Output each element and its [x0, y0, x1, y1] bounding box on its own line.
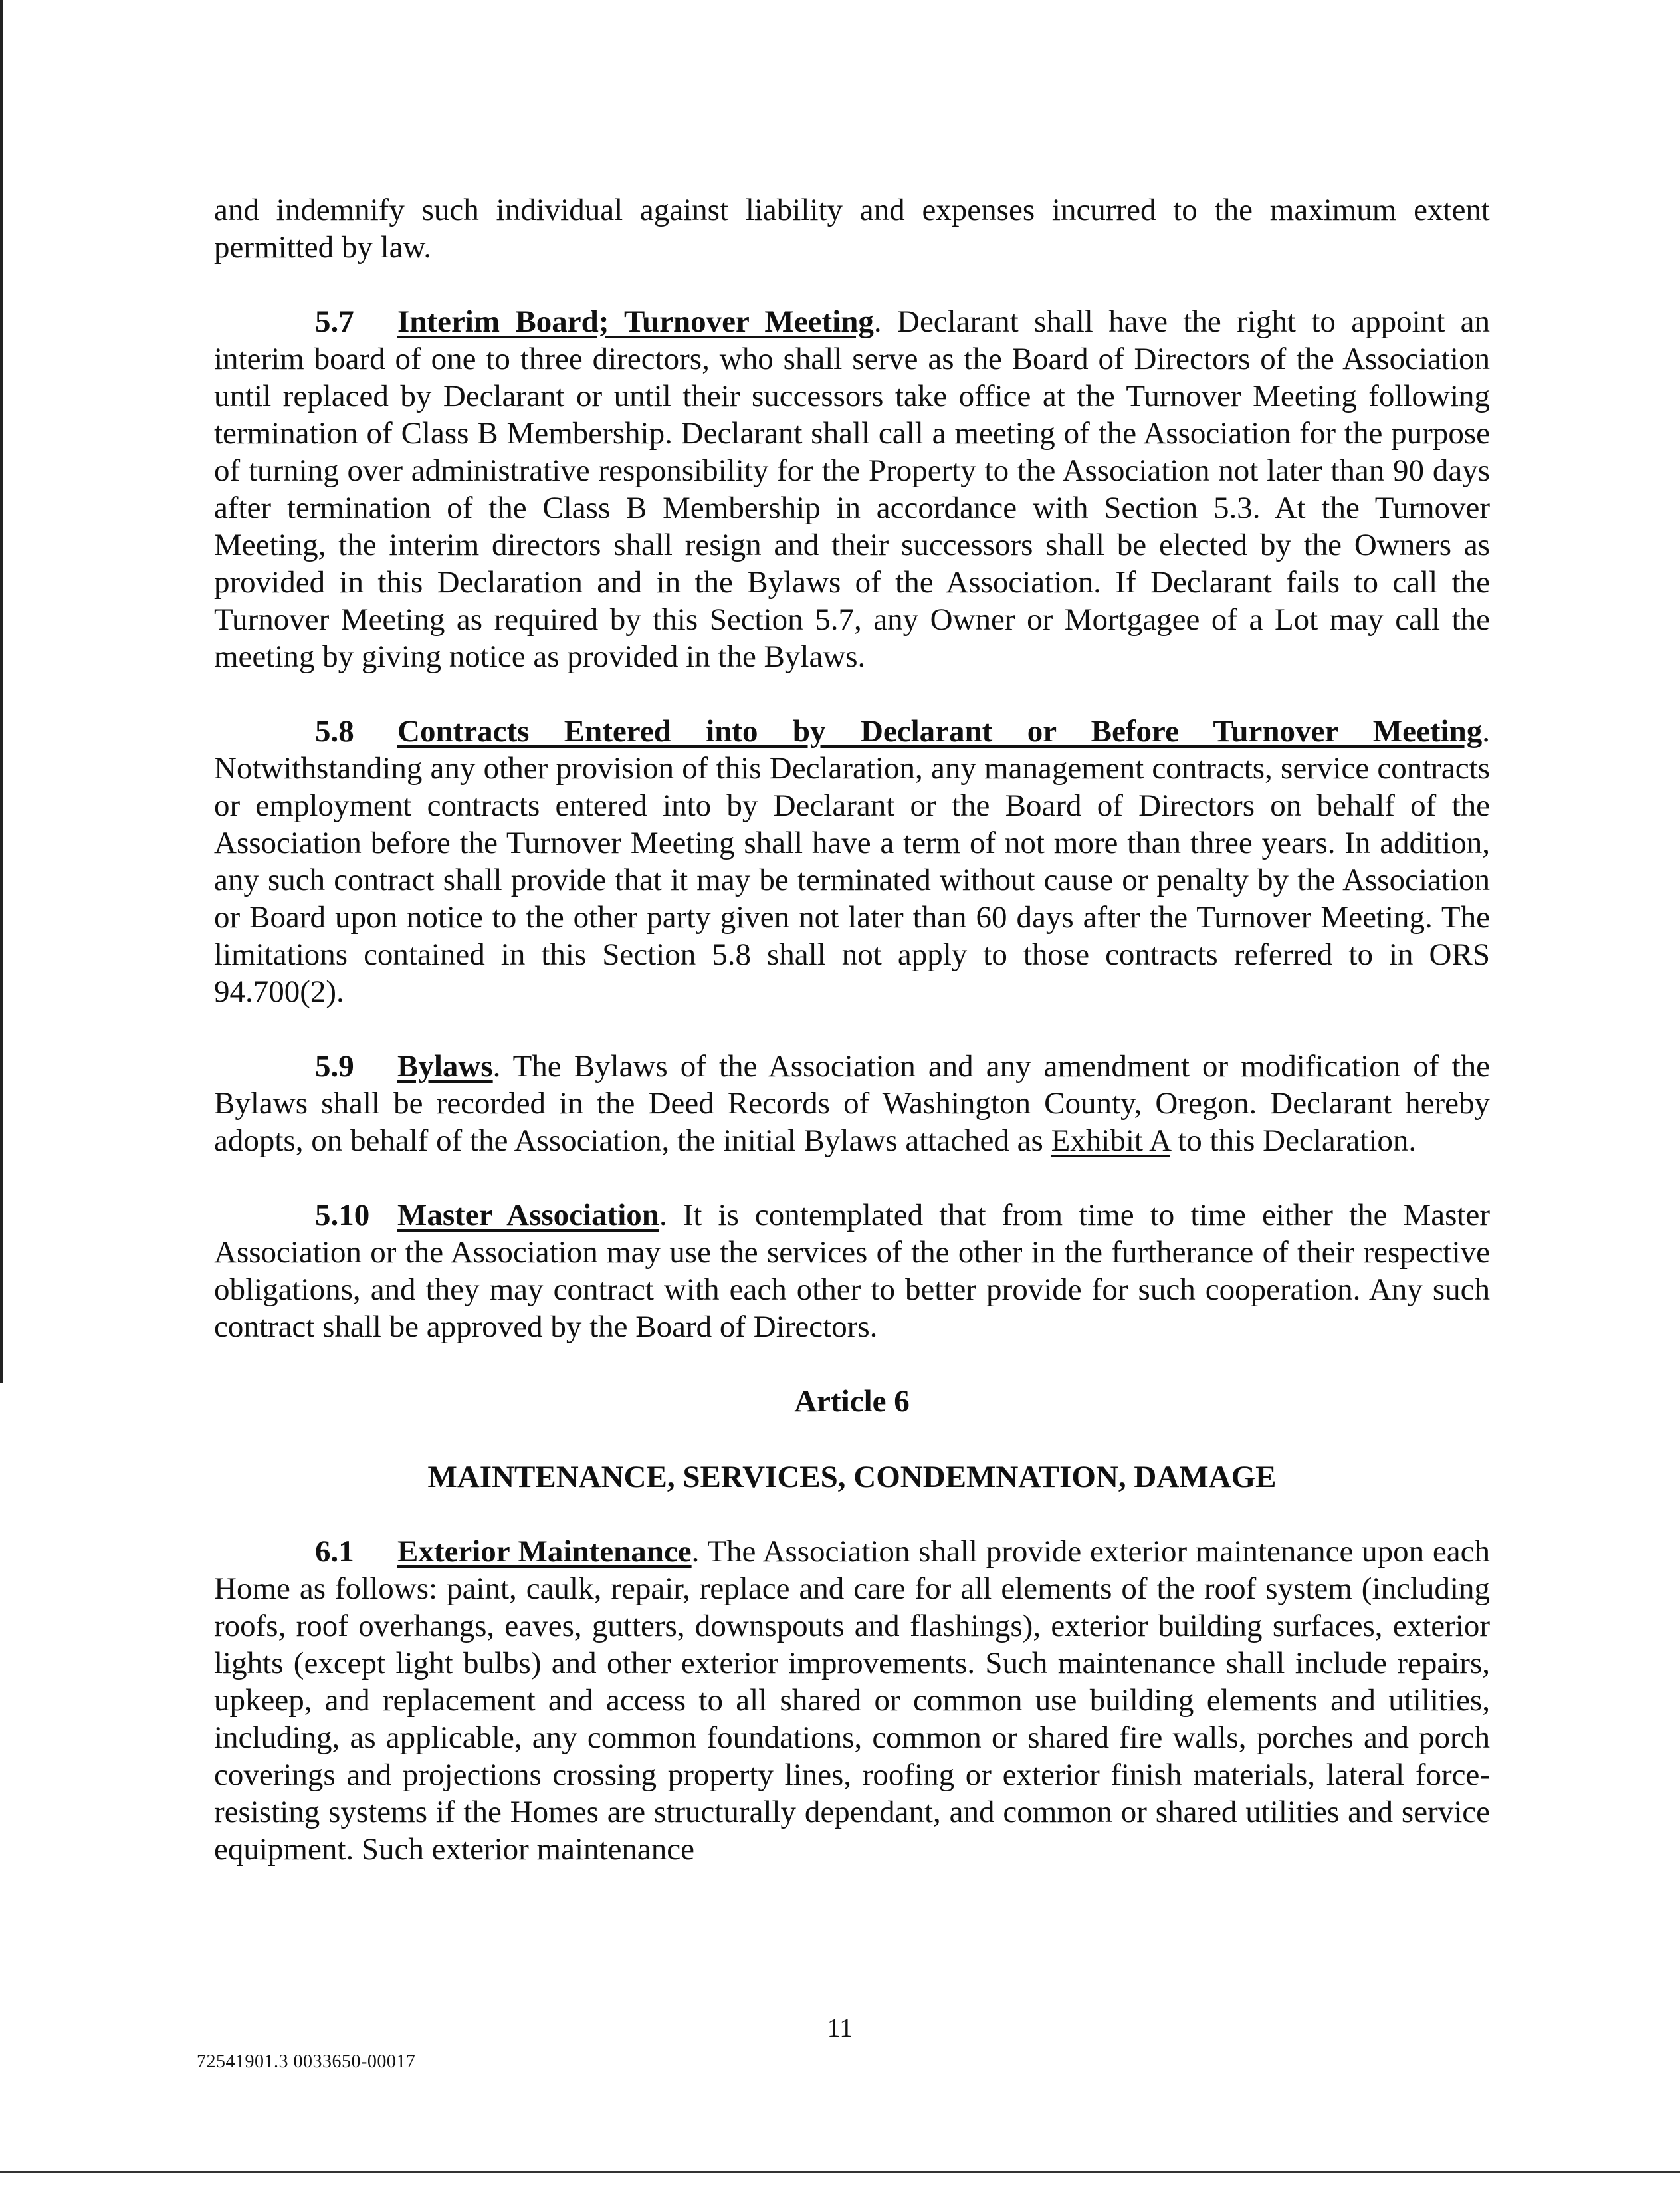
document-id: 72541901.3 0033650-00017 [197, 2051, 416, 2072]
section-5-7: 5.7 Interim Board; Turnover Meeting. Declarant shall have the right to appoint an interim board of one to three directors, who shall serve as the Board of Directors of the Association until replaced by Declarant or until their successors take office at the Turnover Meeting following termination of Class B Membership. Declarant shall call a meeting of the Association for the purpose of turning over administrative responsibility for the Property to the Association not later than 90 days after termination of the Class B Membership in accordance with Section 5.3. At the Turnover Meeting, the interim directors shall resign and their successors shall be elected by the Owners as provided in this Declaration and in the Bylaws of the Association. If Declarant fails to call the Turnover Meeting as required by this Section 5.7, any Owner or Mortgagee of a Lot may call the meeting by giving notice as provided in the Bylaws. [214, 304, 1491, 674]
section-heading: Bylaws [397, 1049, 493, 1084]
section-heading: Master Association [397, 1198, 659, 1232]
section-body: Notwithstanding any other provision of this Declaration, any management contracts, service contracts or employment contracts entered into by Declarant or the Board of Directors on behalf of the Association before the Turnover Meeting shall have a term of not more than three years. In addition, any such contract shall provide that it may be terminated without cause or penalty by the Association or Board upon notice to the other party given not later than 60 days after the Turnover Meeting. The limitations contained in this Section 5.8 shall not apply to those contracts referred to in ORS 94.700(2). [214, 751, 1490, 1009]
scan-bottom-edge [0, 2171, 1680, 2173]
section-body: The Association shall provide exterior maintenance upon each Home as follows: paint, caulk, repair, replace and care for all elements of the roof system (including roofs, roof overhangs, eaves, gutters, downspouts and flashings), exterior building surfaces, exterior lights (except light bulbs) and other exterior improvements. Such maintenance shall include repairs, upkeep, and replacement and access to all shared or common use building elements and utilities, including, as applicable, any common foundations, common or shared fire walls, porches and porch coverings and projections crossing property lines, roofing or exterior finish materials, lateral force-resisting systems if the Homes are structurally dependant, and common or shared utilities and service equipment. Such exterior maintenance [214, 1534, 1490, 1867]
section-body: It is contemplated that from time to time either the Master Association or the Association may use the services of the other in the furtherance of their respective obligations, and they may contract with each other to better provide for such cooperation. Any such contract shall be approved by the Board of Directors. [214, 1198, 1490, 1344]
article-title: Article 6 [794, 1384, 910, 1419]
section-6-1: 6.1 Exterior Maintenance. The Association shall provide exterior maintenance upon each Home as follows: paint, caulk, repair, replace and care for all elements of the roof system (including roofs, roof overhangs, eaves, gutters, downspouts and flashings), exterior building surfaces, exterior lights (except light bulbs) and other exterior improvements. Such maintenance shall include repairs, upkeep, and replacement and access to all shared or common use building elements and utilities, including, as applicable, any common foundations, common or shared fire walls, porches and porch coverings and projections crossing property lines, roofing or exterior finish materials, lateral force-resisting systems if the Homes are structurally dependant, and common or shared utilities and service equipment. Such exterior maintenance [214, 1534, 1490, 1867]
section-heading: Contracts Entered into by Declarant or Before Turnover Meeting [397, 714, 1483, 748]
article-subtitle: MAINTENANCE, SERVICES, CONDEMNATION, DAMAGE [427, 1460, 1277, 1494]
section-5-9: 5.9 Bylaws. The Bylaws of the Association and any amendment or modification of the Bylaws shall be recorded in the Deed Records of Washington County, Oregon. Declarant hereby adopts, on behalf of the Association, the initial Bylaws attached as Exhibit A to this Declaration. [214, 1049, 1490, 1158]
section-number: 5.10 [315, 1198, 370, 1232]
section-number: 5.7 [315, 304, 354, 339]
section-number: 5.8 [315, 714, 354, 748]
page-number: 11 [827, 2013, 853, 2043]
section-5-8: 5.8 Contracts Entered into by Declarant or Before Turnover Meeting. Notwithstanding any other provision of this Declaration, any management contracts, service contracts or employment contracts entered into by Declarant or the Board of Directors on behalf of the Association before the Turnover Meeting shall have a term of not more than three years. In addition, any such contract shall provide that it may be terminated without cause or penalty by the Association or Board upon notice to the other party given not later than 60 days after the Turnover Meeting. The limitations contained in this Section 5.8 shall not apply to those contracts referred to in ORS 94.700(2). [214, 714, 1490, 1009]
scan-left-edge [0, 0, 3, 1383]
section-number: 6.1 [315, 1534, 354, 1569]
section-5-10: 5.10 Master Association. It is contemplated that from time to time either the Master Association or the Association may use the services of the other in the furtherance of their respective obligations, and they may contract with each other to better provide for such cooperation. Any such contract shall be approved by the Board of Directors. [214, 1198, 1490, 1344]
section-number: 5.9 [315, 1049, 354, 1084]
section-heading: Exterior Maintenance [397, 1534, 692, 1569]
section-heading: Interim Board; Turnover Meeting [397, 304, 874, 339]
section-body-end: to this Declaration. [1178, 1123, 1417, 1158]
exhibit-reference: Exhibit A [1051, 1123, 1170, 1158]
intro-paragraph: and indemnify such individual against liability and expenses incurred to the maximum extent permitted by law. [214, 193, 1490, 265]
page-content [214, 191, 1490, 1868]
section-body: The Bylaws of the Association and any amendment or modification of the Bylaws shall be recorded in the Deed Records of Washington County, Oregon. Declarant hereby adopts, on behalf of the Association, the initial Bylaws attached as [214, 1049, 1490, 1158]
section-body: Declarant shall have the right to appoint an interim board of one to three directors, who shall serve as the Board of Directors of the Association until replaced by Declarant or until their successors take office at the Turnover Meeting following termination of Class B Membership. Declarant shall call a meeting of the Association for the purpose of turning over administrative responsibility for the Property to the Association not later than 90 days after termination of the Class B Membership in accordance with Section 5.3. At the Turnover Meeting, the interim directors shall resign and their successors shall be elected by the Owners as provided in this Declaration and in the Bylaws of the Association. If Declarant fails to call the Turnover Meeting as required by this Section 5.7, any Owner or Mortgagee of a Lot may call the meeting by giving notice as provided in the Bylaws. [214, 304, 1491, 674]
